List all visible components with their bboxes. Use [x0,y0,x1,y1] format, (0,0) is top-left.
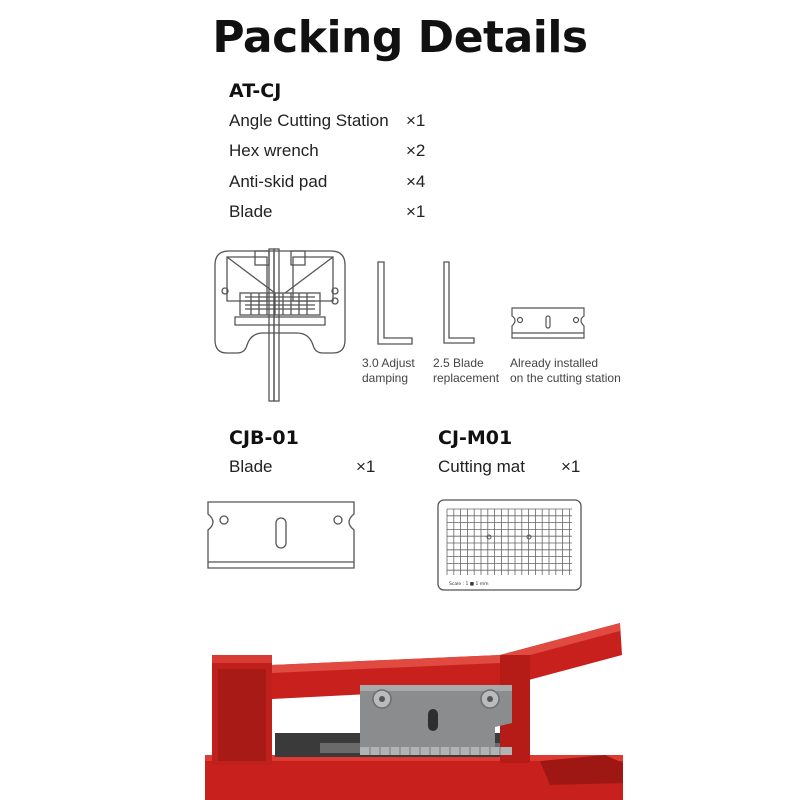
list-item-qty: ×4 [406,172,426,191]
model-at-cj: AT-CJ [229,80,282,102]
caption-line: 3.0 Adjust [362,356,415,370]
cutting-station-drawing [205,245,355,405]
caption-line: 2.5 Blade [433,356,484,370]
list-item-name: Blade [229,202,273,221]
blade-large-icon [206,500,356,572]
list-item-name: Hex wrench [229,141,319,160]
caption-line: damping [362,371,409,385]
hex-wrench-2-5-icon [438,258,488,358]
caption-line: Already installed [510,356,599,370]
product-photo [200,615,625,800]
list-item-qty: ×1 [356,457,376,476]
model-cjb-01: CJB-01 [229,427,299,449]
list-item-qty: ×1 [406,111,426,130]
cutting-mat-drawing [437,499,582,591]
list-item-qty: ×1 [406,202,426,221]
caption-wrench-2-5 [433,356,499,386]
caption-line: replacement [433,371,500,385]
caption-wrench-3 [362,356,415,386]
list-item-name: Cutting mat [438,457,525,476]
list-item-qty: ×1 [561,457,581,476]
list-item-name: Anti-skid pad [229,172,328,191]
model-cj-m01: CJ-M01 [438,427,513,449]
list-item-name: Angle Cutting Station [229,111,389,130]
hex-wrench-3-icon [370,258,420,358]
page-title: Packing Details [212,12,588,63]
caption-blade-installed [510,356,621,386]
caption-line: on the cutting station [510,371,621,385]
list-item-name: Blade [229,457,273,476]
mat-scale-label: Scale : 1 ■ 1 mm [449,582,489,587]
blade-small-icon [510,306,586,348]
list-item-qty: ×2 [406,141,426,160]
